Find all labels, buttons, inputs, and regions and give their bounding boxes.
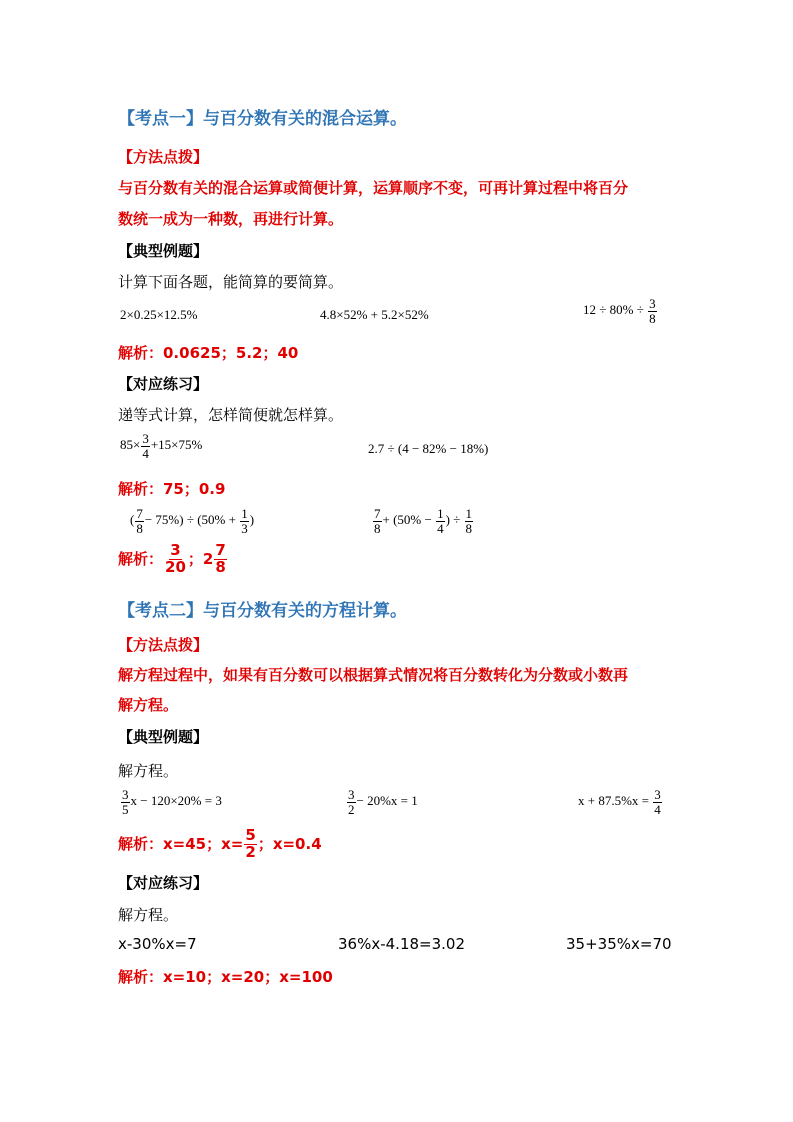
method-text-1a: 与百分数有关的混合运算或简便计算，运算顺序不变，可再计算过程中将百分 xyxy=(118,179,629,197)
fraction: $\frac{7}{8}$ xyxy=(374,506,381,536)
example-expression-2: 4.8×52% + 5.2×52% xyxy=(320,307,429,322)
method-title-2: 【方法点拨】 xyxy=(118,636,209,654)
section-heading-2: 【考点二】与百分数有关的方程计算。 xyxy=(118,601,407,621)
fraction: $\frac{3}{4}$ xyxy=(654,787,661,817)
practice-expression-3: ( $\frac{7}{8}$ − 75%) ÷ (50% + $\frac{1}{3}$ ) xyxy=(130,506,255,536)
equation-2: $\frac{3}{2}$ − 20%x = 1 xyxy=(348,787,418,817)
example-instruction-1: 计算下面各题，能简算的要简算。 xyxy=(118,273,344,291)
practice-instruction-1: 递等式计算，怎样简便就怎样算。 xyxy=(118,406,344,424)
answer-3: 解析： $\frac{3}{20}$ ；2 $\frac{7}{8}$ xyxy=(118,541,226,576)
method-title-1: 【方法点拨】 xyxy=(118,148,209,166)
equation-1: $\frac{3}{5}$ x − 120×20% = 3 xyxy=(122,787,222,817)
answer-4: 解析：x=45；x= $\frac{5}{2}$ ；x=0.4 xyxy=(118,826,322,861)
fraction: $\frac{3}{8}$ xyxy=(649,296,656,326)
practice-expression-2: 2.7 ÷ (4 − 82% − 18%) xyxy=(368,441,489,456)
practice-equation-1: x-30%x=7 xyxy=(118,935,197,953)
answer-5: 解析：x=10；x=20；x=100 xyxy=(118,968,333,986)
fraction: $\frac{3}{4}$ xyxy=(142,431,149,461)
expr3-prefix: 12 ÷ 80% ÷ xyxy=(583,302,648,318)
example-title-2: 【典型例题】 xyxy=(118,728,209,746)
fraction: $\frac{5}{2}$ xyxy=(245,826,256,861)
practice-instruction-2: 解方程。 xyxy=(118,906,179,924)
equation-3: x + 87.5%x = $\frac{3}{4}$ xyxy=(578,787,661,817)
section-heading-1: 【考点一】与百分数有关的混合运算。 xyxy=(118,109,407,129)
practice-title-1: 【对应练习】 xyxy=(118,375,209,393)
fraction: $\frac{3}{20}$ xyxy=(165,541,186,576)
practice-equation-2: 36%x-4.18=3.02 xyxy=(338,935,465,953)
fraction: $\frac{7}{8}$ xyxy=(215,541,226,576)
example-expression-1: 2×0.25×12.5% xyxy=(120,307,198,322)
fraction: $\frac{1}{8}$ xyxy=(465,506,473,536)
practice-expression-4: $\frac{7}{8}$ + (50% − $\frac{1}{4}$ ) ÷ $\frac{1}{8}$ xyxy=(374,506,473,536)
method-text-2b: 解方程。 xyxy=(118,696,179,714)
fraction: $\frac{7}{8}$ xyxy=(136,506,143,536)
example-instruction-2: 解方程。 xyxy=(118,762,179,780)
method-text-1b: 数统一成为一种数，再进行计算。 xyxy=(118,210,344,228)
example-title-1: 【典型例题】 xyxy=(118,242,209,260)
example-expression-3 xyxy=(583,297,658,325)
practice-title-2: 【对应练习】 xyxy=(118,874,209,892)
fraction: $\frac{3}{2}$ xyxy=(348,787,355,817)
fraction: $\frac{3}{5}$ xyxy=(122,787,129,817)
fraction: $\frac{1}{3}$ xyxy=(241,506,248,536)
practice-expression-1: 85× $\frac{3}{4}$ +15×75% xyxy=(120,431,203,461)
method-text-2a: 解方程过程中，如果有百分数可以根据算式情况将百分数转化为分数或小数再 xyxy=(118,666,629,684)
fraction: $\frac{1}{4}$ xyxy=(437,506,444,536)
answer-2: 解析：75；0.9 xyxy=(118,480,226,498)
practice-equation-3: 35+35%x=70 xyxy=(566,935,672,953)
answer-1: 解析：0.0625；5.2；40 xyxy=(118,344,299,362)
